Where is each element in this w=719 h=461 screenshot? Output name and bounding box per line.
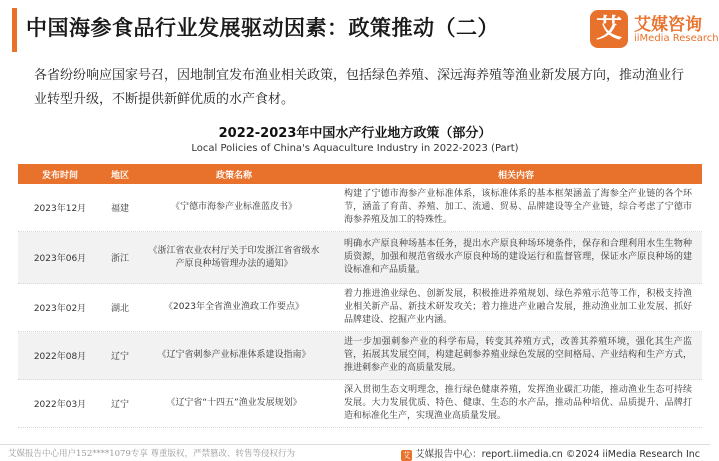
header-content: 相关内容	[497, 170, 534, 181]
logo-chinese-name: 艾媒咨询	[634, 15, 702, 35]
cell-policy-name: 《浙江省农业农村厅关于印发浙江省省级水产原良种场管理办法的通知》	[148, 245, 320, 269]
cell-policy-name: 《辽宁省刺参产业标准体系建设指南》	[157, 350, 311, 360]
policy-table	[18, 164, 702, 428]
header-time: 发布时间	[41, 170, 78, 181]
page-title: 中国海参食品行业发展驱动因素：政策推动（二）	[26, 16, 499, 40]
table-header-row	[18, 164, 702, 184]
cell-region: 辽宁	[110, 352, 129, 362]
logo-mark-icon: 艾	[590, 10, 628, 48]
cell-policy-name: 《2023年全省渔业渔政工作要点》	[164, 302, 304, 312]
cell-time: 2023年02月	[33, 304, 87, 314]
cell-region: 福建	[110, 204, 129, 214]
table-row	[18, 232, 702, 284]
cell-content: 明确水产原良种场基本任务，提出水产原良种场环境条件，保存和合理利用水生生物种质资源，加强和规范省级水产原良种场的建设运行和监督管理，保证水产原良种场的建设标准和产品质量。	[344, 239, 692, 275]
cell-time: 2022年08月	[33, 352, 87, 362]
table-row	[18, 332, 702, 380]
table-subtitle: Local Policies of China's Aquaculture Industry in 2022-2023 (Part)	[191, 143, 519, 154]
table-row	[18, 380, 702, 428]
cell-content: 进一步加强刺参产业的科学布局，转变其养殖方式，改善其养殖环境，强化其生产监管，拓展其发展空间，构建起刺参养殖业绿色发展的空间格局、产业结构和生产方式，推进刺参产业的高质量发展。	[344, 337, 692, 373]
cell-time: 2022年03月	[33, 400, 87, 410]
footer-copyright-notice: 艾媒报告中心用户152****1079专享 尊重版权，严禁篡改、转售等侵权行为	[8, 449, 296, 459]
intro-paragraph: 各省纷纷响应国家号召，因地制宜发布渔业相关政策，包括绿色养殖、深远海养殖等渔业新发展方向，推动渔业行业转型升级，不断提供新鲜优质的水产食材。	[34, 68, 685, 107]
title-accent-bar	[12, 8, 17, 52]
table-row	[18, 284, 702, 332]
cell-policy-name: 《宁德市海参产业标准蓝皮书》	[170, 202, 297, 212]
table-row	[18, 184, 702, 232]
cell-time: 2023年12月	[33, 204, 87, 214]
footer-logo-icon: 艾	[402, 451, 411, 460]
table-title: 2022-2023年中国水产行业地方政策（部分）	[218, 126, 492, 141]
cell-content: 深入贯彻生态文明理念，推行绿色健康养殖，发挥渔业碳汇功能，推动渔业生态可持续发展。大力发展优质、特色、健康、生态的水产品，推动品种培优、品质提升、品牌打造和标准化生产，实现渔业高质量发展。	[344, 385, 692, 421]
cell-region: 湖北	[110, 304, 129, 314]
cell-content: 着力推进渔业绿色、创新发展，积极推进养殖规划、绿色养殖示范等工作，积极支持渔业相关新产品、新技术研发攻关；着力推进产业融合发展，推动渔业加工业发展、抓好品牌建设、挖掘产业内涵。	[344, 289, 692, 325]
cell-policy-name: 《辽宁省“十四五”渔业发展规划》	[166, 398, 302, 408]
cell-region: 辽宁	[110, 400, 129, 410]
cell-content: 构建了宁德市海参产业标准体系，该标准体系的基本框架涵盖了海参全产业链的各个环节，涵盖了育苗、养殖、加工、流通、贸易、品牌建设等全产业链，综合考虑了宁德市海参养殖及加工的特殊性。	[344, 189, 692, 225]
cell-region: 浙江	[110, 254, 129, 264]
footer-source	[401, 446, 700, 461]
footer-source-text[interactable]: 艾媒报告中心：report.iimedia.cn ©2024 iiMedia Research Inc	[415, 449, 700, 460]
logo-english-name: iiMedia Research	[634, 33, 719, 44]
footer-divider	[0, 444, 710, 445]
iimedia-logo	[590, 8, 719, 54]
header-policy-name: 政策名称	[215, 170, 252, 181]
cell-time: 2023年06月	[33, 254, 87, 264]
header-region: 地区	[110, 170, 129, 181]
